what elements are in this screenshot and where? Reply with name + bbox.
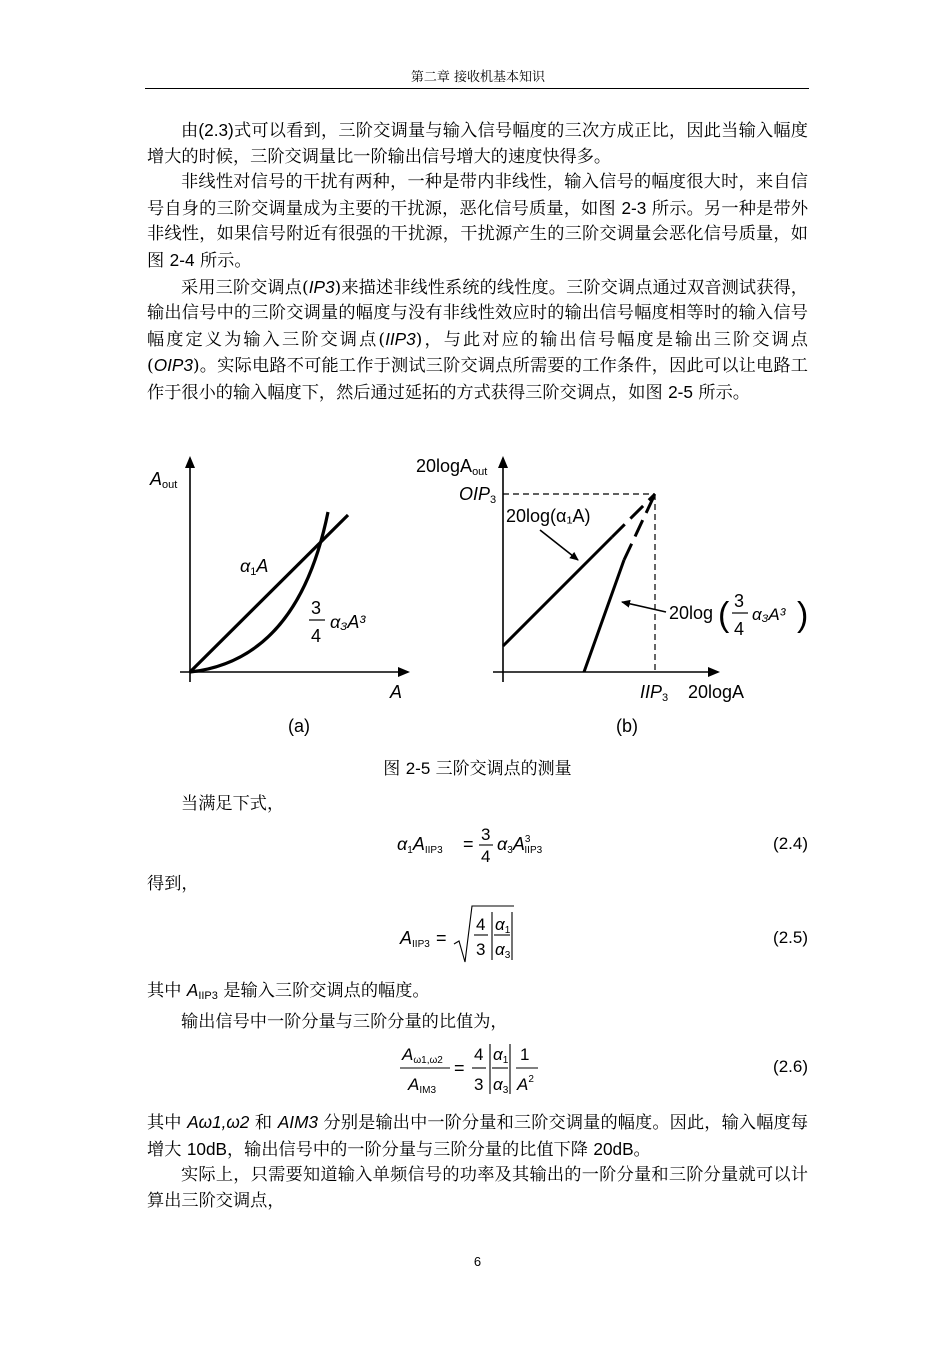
b-ylabel: 20logAout <box>416 456 488 478</box>
b-curve-label-tail: α₃A³ <box>752 605 786 624</box>
b-y-arrow <box>498 456 508 468</box>
var-a-im3: AIM3 <box>277 1112 318 1132</box>
b-x-arrow <box>708 667 720 677</box>
a-linear-line <box>190 515 348 672</box>
b-curve-label-pointer <box>622 602 666 612</box>
text-run: 所示。另一种是带外非线性，如果信号附近有很强的干扰源，干扰源产生的三阶交调量会恶化信号质量，如图 <box>147 198 809 271</box>
a-x-arrow <box>398 667 410 677</box>
eq26-alpha1: α1 <box>493 1045 509 1066</box>
equation-2-5 <box>398 904 528 968</box>
b-curve-label-num: 3 <box>734 591 745 611</box>
b-linear-line <box>503 537 612 646</box>
a-curve-label-num: 3 <box>311 598 322 618</box>
text-run: 分别是输出中一阶分量和三阶交调量的幅度。因此，输入幅度每增大 <box>147 1113 809 1160</box>
b-line-label-pointer <box>540 530 578 560</box>
caption-prefix: 图 <box>383 759 406 779</box>
text-run: 实际上，只需要知道输入单频信号的功率及其输出的一阶分量和三阶分量就可以计算出三阶交调点， <box>147 1165 808 1211</box>
paragraph-condition <box>147 792 808 818</box>
var-a: A <box>186 980 199 1000</box>
text-run: 和 <box>249 1113 278 1133</box>
eq26-num: 4 <box>474 1045 484 1064</box>
eq26-den: 3 <box>474 1075 484 1094</box>
eq24-number: (2.4) <box>773 834 808 853</box>
figure-caption <box>147 754 808 779</box>
term-ip3: IP3 <box>308 276 335 297</box>
caption-number: 2-5 <box>405 759 431 778</box>
eq26-number: (2.6) <box>773 1057 808 1076</box>
eq24-den: 4 <box>481 847 491 866</box>
text-run: 是输入三阶交调点的幅度。 <box>217 981 430 1001</box>
eq26-alpha3: α3 <box>493 1075 509 1096</box>
text-run: 其中 <box>147 981 187 1001</box>
figure-ref: 2-4 <box>169 249 195 270</box>
term-oip3: OIP3 <box>153 355 193 376</box>
figure-ref: 2-5 <box>668 381 693 402</box>
b-iip3-label: IIP3 <box>640 682 669 704</box>
text-run: ，输出信号中的一阶分量与三阶分量的比值下降 <box>226 1139 594 1160</box>
equation-2-4 <box>395 820 565 866</box>
eq25-lhs: AIIP3 <box>400 928 430 950</box>
text-run: 输出信号中一阶分量与三阶分量的比值为， <box>181 1011 508 1032</box>
term-iip3: IIP3 <box>385 328 416 349</box>
text-run: 由 <box>181 121 199 141</box>
running-header: 第二章 接收机基本知识 <box>410 70 546 85</box>
b-curve-label-lparen: ( <box>718 596 730 634</box>
equation-2-6 <box>398 1038 548 1102</box>
b-cubic-line <box>584 560 624 672</box>
a-curve-label-tail: α₃A³ <box>330 612 366 632</box>
text-run: )来描述非线性系统的线性度。三阶交调点通过双音测试获得，输出信号中的三阶交调量的幅度与没有非线性效应时的输出信号幅度相等时的输入信号幅度定义为输入三阶交调点( <box>147 277 808 350</box>
a-line-label: α1A <box>240 556 269 578</box>
value-20db: 20dB <box>593 1138 634 1159</box>
eq25-den: 3 <box>476 940 486 959</box>
caption-text: 三阶交调点的测量 <box>430 759 572 779</box>
text-run: )。实际电路不可能工作于测试三阶交调点所需要的工作条件，因此可以让电路工作于很小的输入幅度下，然后通过延拓的方式获得三阶交调点，如图 <box>147 356 808 403</box>
a-y-arrow <box>185 456 195 468</box>
value-10db: 10dB <box>186 1138 227 1159</box>
a-ylabel: Aout <box>150 469 178 491</box>
text-line <box>147 978 808 1010</box>
panel-a <box>149 456 410 736</box>
figure-ref: 2-3 <box>621 197 647 218</box>
eq26-a2: $A^2$ <box>517 1074 534 1094</box>
equation-ref: (2.3) <box>198 120 234 140</box>
eq26-one: 1 <box>520 1045 530 1064</box>
b-panel-label: (b) <box>616 716 638 736</box>
a-xlabel: A <box>390 682 403 702</box>
text-run: 得到， <box>147 874 199 894</box>
page-number: 6 <box>473 1254 482 1269</box>
b-curve-label-prefix: 20log <box>669 603 714 623</box>
text-run: )，与此对应的输出信号幅度是输出三阶交调点( <box>147 329 808 377</box>
paragraph-final <box>147 1163 808 1214</box>
b-curve-label-den: 4 <box>734 619 745 639</box>
b-cubic-extrapolation <box>624 494 655 560</box>
text-run: 所示。 <box>194 250 252 271</box>
b-line-label: 20log(α₁A) <box>506 506 591 526</box>
paragraph-ratio <box>147 1110 808 1163</box>
eq25-alpha1: α1 <box>495 915 511 936</box>
b-xlabel: 20logA <box>688 682 745 702</box>
b-oip3-label: OIP3 <box>459 484 497 506</box>
eq25-number: (2.5) <box>773 928 808 947</box>
eq24-rhs: $\alpha 3A^3$ IIP3 <box>497 834 543 856</box>
var-a-omega: Aω1,ω2 <box>187 1112 250 1132</box>
text-run: 式可以看到，三阶交调量与输入信号幅度的三次方成正比，因此当输入幅度增大的时候，三阶交调量比一阶输出信号增大的速度快得多。 <box>147 121 808 167</box>
eq24-num: 3 <box>481 825 491 844</box>
a-panel-label: (a) <box>288 716 310 736</box>
text-run: 所示。 <box>692 382 750 403</box>
eq24-equals: = <box>463 834 474 854</box>
eq26-den-lhs: AIM3 <box>408 1075 437 1096</box>
paragraph-iip3-def <box>147 978 808 1035</box>
var-subscript: IIP3 <box>198 990 218 1002</box>
eq26-num-lhs: Aω1,ω2 <box>402 1045 443 1066</box>
body-bottom <box>147 1110 808 1214</box>
eq24-lhs: α1AIIP3 <box>397 834 443 856</box>
eq25-alpha3: α3 <box>495 940 511 961</box>
text-run: 当满足下式， <box>181 794 285 814</box>
b-linear-extrapolation <box>612 494 655 537</box>
text-run: 非线性对信号的干扰有两种，一种是带内非线性，输入信号的幅度很大时，来自信号自身的三阶交调量成为主要的干扰源，恶化信号质量，如图 <box>147 172 808 219</box>
b-curve-label-rparen: ) <box>797 596 809 634</box>
text-run: 。 <box>633 1139 651 1160</box>
eq26-equals: = <box>454 1058 465 1078</box>
a-cubic-curve <box>190 512 328 672</box>
eq25-equals: = <box>436 928 447 948</box>
a-curve-label-den: 4 <box>311 626 322 646</box>
eq25-num: 4 <box>476 915 486 934</box>
panel-b <box>416 456 808 736</box>
paragraph-result <box>147 872 808 898</box>
text-run: 采用三阶交调点( <box>181 277 309 298</box>
text-run: 其中 <box>147 1113 188 1133</box>
